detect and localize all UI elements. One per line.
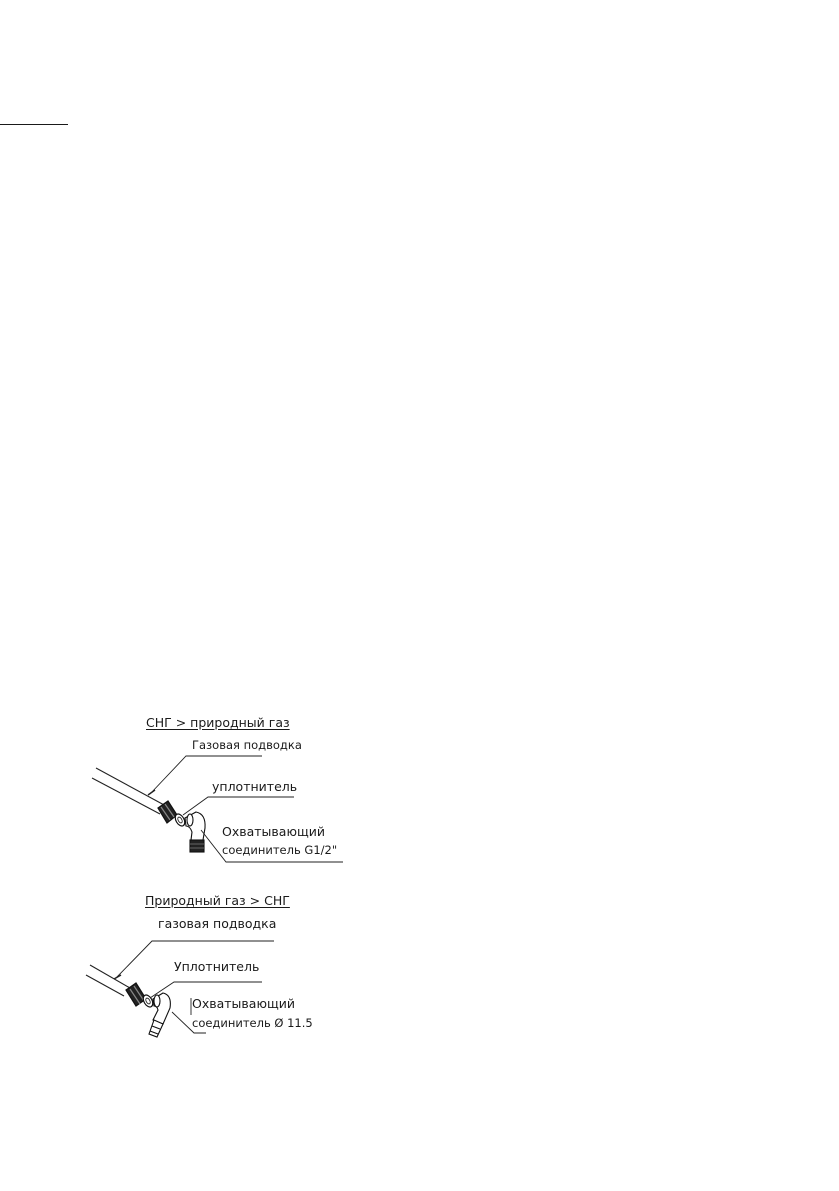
pipe-nut: [126, 983, 146, 1006]
diagram-1-heading: СНГ > природный газ: [146, 715, 290, 730]
diagram-2-seal-label: Уплотнитель: [174, 959, 260, 974]
diagram-1-gas-supply-label: Газовая подводка: [192, 738, 302, 752]
gas-pipe: [86, 965, 130, 996]
diagram-1-connector-label-1: Охватывающий: [222, 824, 325, 839]
diagram-2-connector-label-1: Охватывающий: [192, 996, 295, 1011]
diagram-1-connector-label-2: соединитель G1/2": [222, 843, 338, 857]
diagram-1-seal-label: уплотнитель: [212, 779, 298, 794]
diagram-2-connector-label-2: соединитель Ø 11.5: [192, 1016, 313, 1030]
diagram-2-heading: Природный газ > СНГ: [145, 893, 290, 908]
diagram-2-gas-supply-label: газовая подводка: [158, 916, 277, 931]
